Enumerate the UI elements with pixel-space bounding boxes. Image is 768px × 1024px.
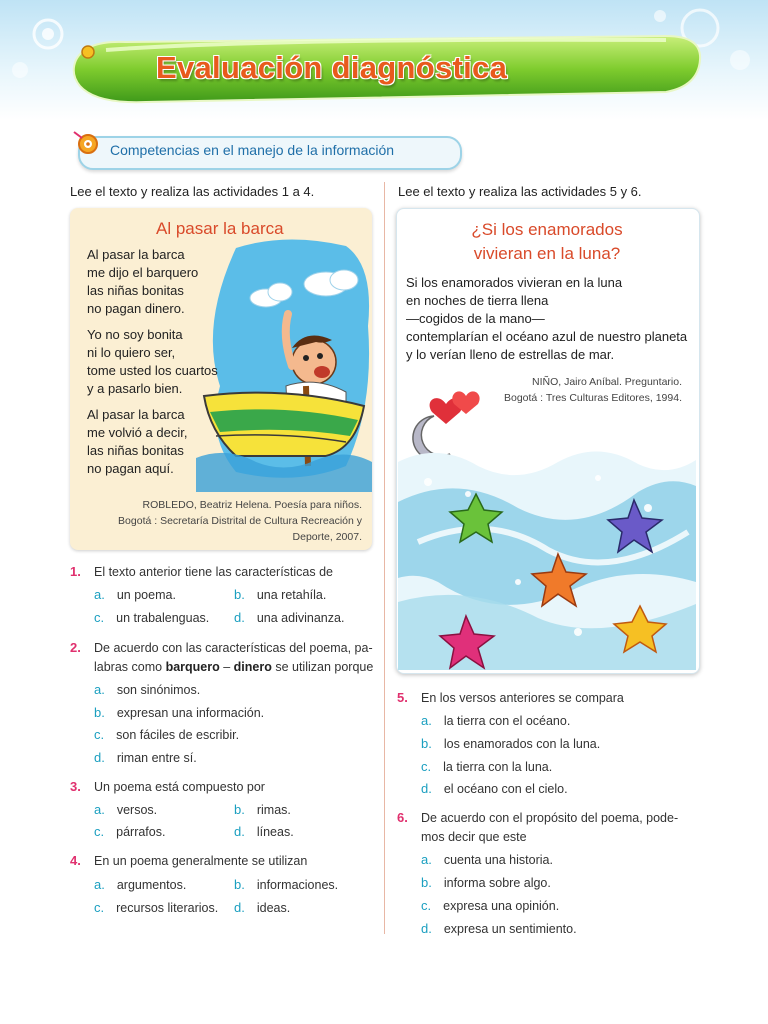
poem-line: no pagan dinero.	[87, 301, 185, 316]
target-icon	[68, 124, 104, 160]
option-text: informa sobre algo.	[443, 876, 551, 890]
option-d[interactable]	[234, 823, 294, 841]
option-b[interactable]	[234, 876, 338, 894]
option-b[interactable]	[234, 801, 291, 819]
option-d[interactable]	[234, 609, 344, 627]
option-text: líneas.	[256, 825, 294, 839]
question-number: 4.	[70, 853, 81, 868]
right-poem-title-line: ¿Si los enamorados	[471, 220, 623, 239]
poem-line: contemplarían el océano azul de nuestro planeta	[406, 329, 688, 344]
option-c[interactable]	[94, 609, 209, 627]
poem-line: Si los enamorados vivieran en la luna	[406, 275, 623, 290]
poem-line: Al pasar la barca	[87, 407, 185, 422]
left-instruction: Lee el texto y realiza las actividades 1 a 4.	[70, 184, 315, 199]
poem-line: y lo verían lleno de estrellas de mar.	[406, 347, 615, 362]
question-5	[397, 689, 697, 707]
section-label: Competencias en el manejo de la información	[110, 142, 395, 158]
option-letter: b.	[421, 736, 432, 751]
question-text-line	[94, 658, 373, 677]
poem-line: —cogidos de la mano—	[406, 311, 545, 326]
option-text: recursos literarios.	[116, 901, 219, 915]
option-letter: c.	[94, 900, 105, 915]
right-poem-title	[397, 218, 697, 266]
option-letter: d.	[421, 921, 432, 936]
question-2	[70, 639, 380, 674]
option-text: rimas.	[256, 803, 291, 817]
option-letter: a.	[94, 802, 105, 817]
option-c[interactable]	[94, 726, 239, 744]
left-poem-title: Al pasar la barca	[156, 219, 284, 238]
option-a[interactable]	[421, 851, 553, 869]
question-1	[70, 563, 380, 581]
poem-line: tome usted los cuartos	[87, 363, 218, 378]
option-b[interactable]	[421, 874, 551, 892]
question-number: 2.	[70, 640, 81, 655]
option-text: riman entre sí.	[116, 751, 197, 765]
option-text: versos.	[116, 803, 158, 817]
option-d[interactable]	[421, 780, 568, 798]
option-letter: c.	[94, 727, 105, 742]
question-text-line: mos decir que este	[421, 830, 527, 844]
credit-line: NIÑO, Jairo Aníbal. Preguntario.	[532, 376, 682, 388]
option-text: argumentos.	[116, 878, 187, 892]
option-text: una adivinanza.	[256, 611, 345, 625]
keyword-dinero: dinero	[233, 660, 272, 674]
question-text	[94, 639, 373, 677]
question-text	[421, 809, 678, 847]
option-text: un poema.	[116, 588, 176, 602]
poem-line: ni lo quiero ser,	[87, 345, 176, 360]
hearts-icon	[430, 391, 480, 424]
option-a[interactable]	[94, 801, 157, 819]
option-c[interactable]	[421, 897, 559, 915]
credit-line: ROBLEDO, Beatriz Helena. Poesía para niños.	[142, 499, 362, 511]
option-text: cuenta una historia.	[443, 853, 553, 867]
poem-line: Yo no soy bonita	[87, 327, 183, 342]
option-text: el océano con el cielo.	[443, 782, 568, 796]
option-letter: b.	[94, 705, 105, 720]
option-letter: d.	[421, 781, 432, 796]
question-text-part: labras como	[94, 660, 166, 674]
credit-line: Deporte, 2007.	[292, 531, 362, 543]
credit-line: Bogotá : Secretaría Distrital de Cultura Recreación y	[118, 515, 362, 527]
poem-line: en noches de tierra llena	[406, 293, 549, 308]
question-number: 3.	[70, 779, 81, 794]
option-a[interactable]	[94, 876, 186, 894]
option-letter: d.	[234, 900, 245, 915]
option-letter: a.	[421, 852, 432, 867]
question-number: 5.	[397, 690, 408, 705]
question-text: En los versos anteriores se compara	[421, 691, 624, 705]
option-text: la tierra con el océano.	[443, 714, 571, 728]
option-d[interactable]	[94, 749, 197, 767]
credit-line: Bogotá : Tres Culturas Editores, 1994.	[503, 392, 682, 404]
left-poem-verses	[87, 246, 218, 478]
poem-line: me volvió a decir,	[87, 425, 188, 440]
question-text-line: De acuerdo con el propósito del poema, pode-	[421, 811, 679, 825]
question-text-part: se utilizan porque	[271, 660, 374, 674]
option-a[interactable]	[421, 712, 570, 730]
option-text: expresan una información.	[116, 706, 265, 720]
option-text: la tierra con la luna.	[443, 760, 553, 774]
question-text: Un poema está compuesto por	[94, 780, 265, 794]
option-letter: c.	[421, 898, 432, 913]
question-3	[70, 778, 380, 796]
poem-line: las niñas bonitas	[87, 443, 184, 458]
option-letter: d.	[94, 750, 105, 765]
poem-line: me dijo el barquero	[87, 265, 199, 280]
left-poem-credit	[80, 497, 362, 545]
option-letter: d.	[234, 610, 245, 625]
option-c[interactable]	[421, 758, 552, 776]
option-text: los enamorados con la luna.	[443, 737, 601, 751]
option-a[interactable]	[94, 681, 200, 699]
option-letter: b.	[234, 587, 245, 602]
keyword-barquero: barquero	[165, 660, 220, 674]
option-letter: b.	[421, 875, 432, 890]
right-poem-verses	[406, 274, 687, 364]
option-text: un trabalenguas.	[116, 611, 210, 625]
option-b[interactable]	[94, 704, 264, 722]
option-b[interactable]	[421, 735, 600, 753]
question-number: 1.	[70, 564, 81, 579]
poem-line: las niñas bonitas	[87, 283, 184, 298]
option-text: son fáciles de escribir.	[116, 728, 240, 742]
option-letter: c.	[94, 610, 105, 625]
boatman-illustration	[196, 236, 372, 492]
right-instruction: Lee el texto y realiza las actividades 5 y 6.	[398, 184, 642, 199]
option-text: son sinónimos.	[116, 683, 201, 697]
poem-line: Al pasar la barca	[87, 247, 185, 262]
question-text: En un poema generalmente se utilizan	[94, 854, 308, 868]
option-b[interactable]	[234, 586, 326, 604]
option-letter: c.	[421, 759, 432, 774]
option-letter: a.	[421, 713, 432, 728]
question-text-part: –	[219, 660, 234, 674]
question-text: El texto anterior tiene las características de	[94, 565, 334, 579]
option-c[interactable]	[94, 899, 218, 917]
option-c[interactable]	[94, 823, 165, 841]
option-letter: c.	[94, 824, 105, 839]
right-poem-title-line: vivieran en la luna?	[473, 244, 621, 263]
option-a[interactable]	[94, 586, 176, 604]
question-number: 6.	[397, 810, 408, 825]
option-text: ideas.	[256, 901, 291, 915]
question-6	[397, 809, 697, 844]
ocean-stars-illustration	[398, 382, 696, 670]
option-letter: a.	[94, 682, 105, 697]
option-letter: b.	[234, 877, 245, 892]
option-d[interactable]	[234, 899, 290, 917]
option-d[interactable]	[421, 920, 577, 938]
option-text: informaciones.	[256, 878, 339, 892]
option-letter: d.	[234, 824, 245, 839]
page-title: Evaluación diagnóstica	[156, 50, 508, 85]
column-divider	[384, 182, 385, 934]
option-text: una retahíla.	[256, 588, 327, 602]
option-text: párrafos.	[116, 825, 166, 839]
option-text: expresa un sentimiento.	[443, 922, 577, 936]
option-letter: b.	[234, 802, 245, 817]
option-letter: a.	[94, 877, 105, 892]
poem-line: no pagan aquí.	[87, 461, 174, 476]
poem-line: y a pasarlo bien.	[87, 381, 183, 396]
option-text: expresa una opinión.	[443, 899, 560, 913]
question-4	[70, 852, 380, 870]
question-text-line: De acuerdo con las características del poema, pa-	[94, 641, 373, 655]
option-letter: a.	[94, 587, 105, 602]
